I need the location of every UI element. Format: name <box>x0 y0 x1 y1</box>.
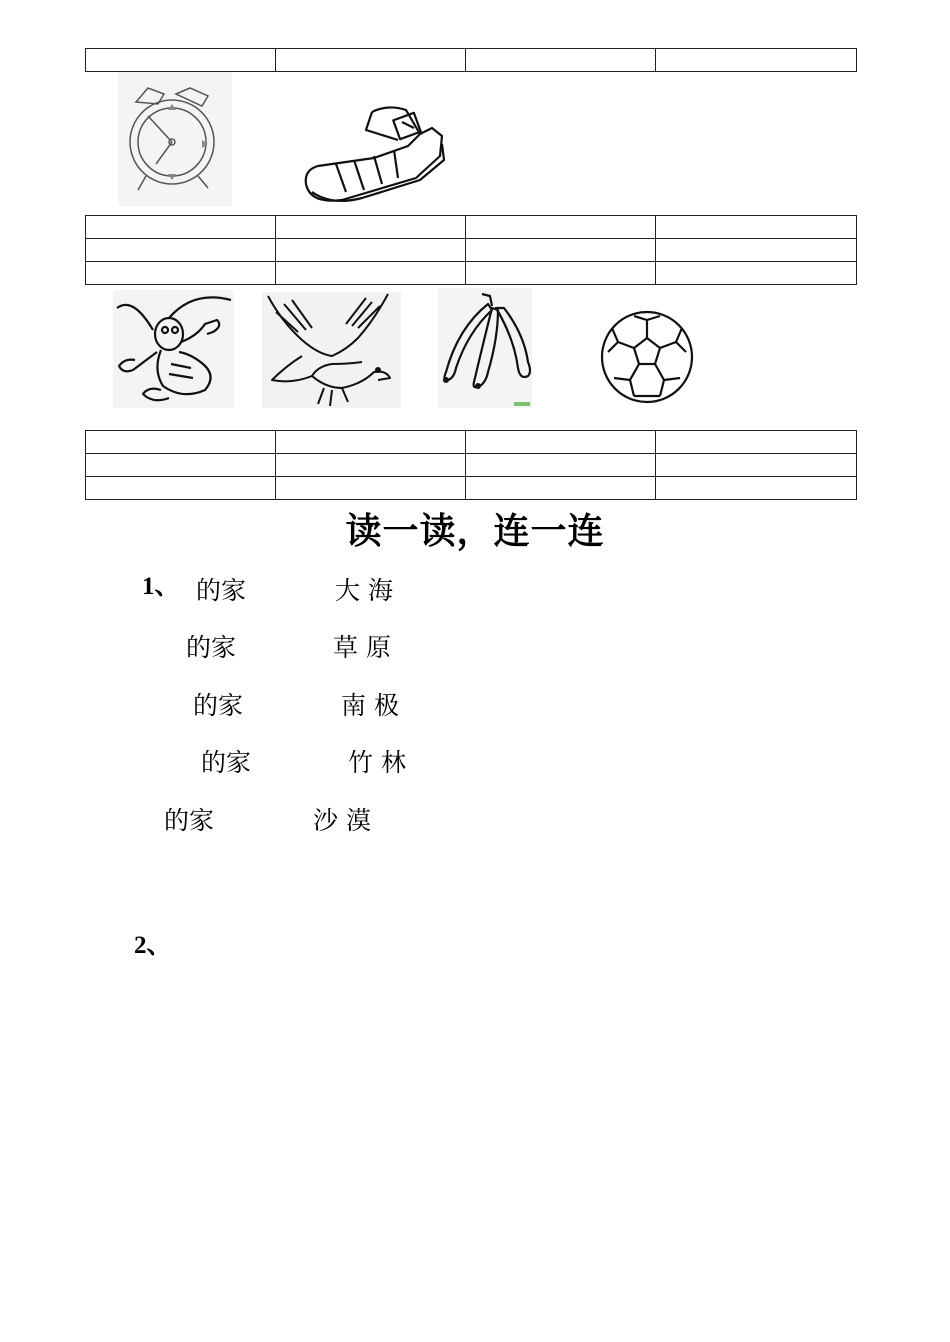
grid-cell <box>466 454 656 477</box>
match-right-item: 竹 林 <box>348 748 406 777</box>
grid-cell <box>276 239 466 262</box>
match-right-item: 沙 漠 <box>313 806 371 835</box>
grid-cell <box>656 477 857 500</box>
grid-cell <box>466 216 656 239</box>
writing-grid-top <box>85 48 857 72</box>
grid-cell <box>86 49 276 72</box>
match-left-item: 的家 <box>186 633 237 662</box>
grid-cell <box>656 454 857 477</box>
match-left-item: 的家 <box>201 748 252 777</box>
bananas-icon <box>438 288 532 408</box>
match-left-item: 的家 <box>193 691 244 720</box>
grid-cell <box>86 431 276 454</box>
grid-row <box>86 477 857 500</box>
grid-cell <box>466 49 656 72</box>
grid-row <box>86 454 857 477</box>
grid-cell <box>86 216 276 239</box>
grid-cell <box>466 431 656 454</box>
match-right-item: 大 海 <box>335 576 393 605</box>
eagle-icon <box>262 292 401 408</box>
grid-row <box>86 49 857 72</box>
grid-row <box>86 216 857 239</box>
worksheet-title: 读一读，连一连 <box>345 510 605 552</box>
match-left-item: 的家 <box>164 806 215 835</box>
grid-cell <box>276 262 466 285</box>
grid-cell <box>276 431 466 454</box>
match-right-item: 南 极 <box>341 691 399 720</box>
lobster-icon <box>113 290 234 408</box>
grid-cell <box>276 49 466 72</box>
grid-cell <box>276 454 466 477</box>
grid-cell <box>86 239 276 262</box>
grid-cell <box>86 454 276 477</box>
grid-cell <box>656 431 857 454</box>
grid-cell <box>656 49 857 72</box>
sandal-icon <box>302 100 448 208</box>
grid-cell <box>656 216 857 239</box>
grid-cell <box>466 477 656 500</box>
grid-cell <box>466 239 656 262</box>
match-left-item: 的家 <box>196 576 247 605</box>
section-2-number: 2、 <box>134 932 172 959</box>
grid-row <box>86 431 857 454</box>
grid-cell <box>276 216 466 239</box>
section-1-number: 1、 <box>142 573 180 600</box>
writing-grid-bottom <box>85 430 857 500</box>
grid-row <box>86 239 857 262</box>
soccer-ball-icon <box>598 308 696 408</box>
writing-grid-middle <box>85 215 857 285</box>
grid-cell <box>276 477 466 500</box>
grid-cell <box>86 477 276 500</box>
grid-cell <box>656 239 857 262</box>
match-right-item: 草 原 <box>333 633 391 662</box>
grid-row <box>86 262 857 285</box>
grid-cell <box>466 262 656 285</box>
grid-cell <box>656 262 857 285</box>
grid-cell <box>86 262 276 285</box>
alarm-clock-icon <box>118 72 232 206</box>
